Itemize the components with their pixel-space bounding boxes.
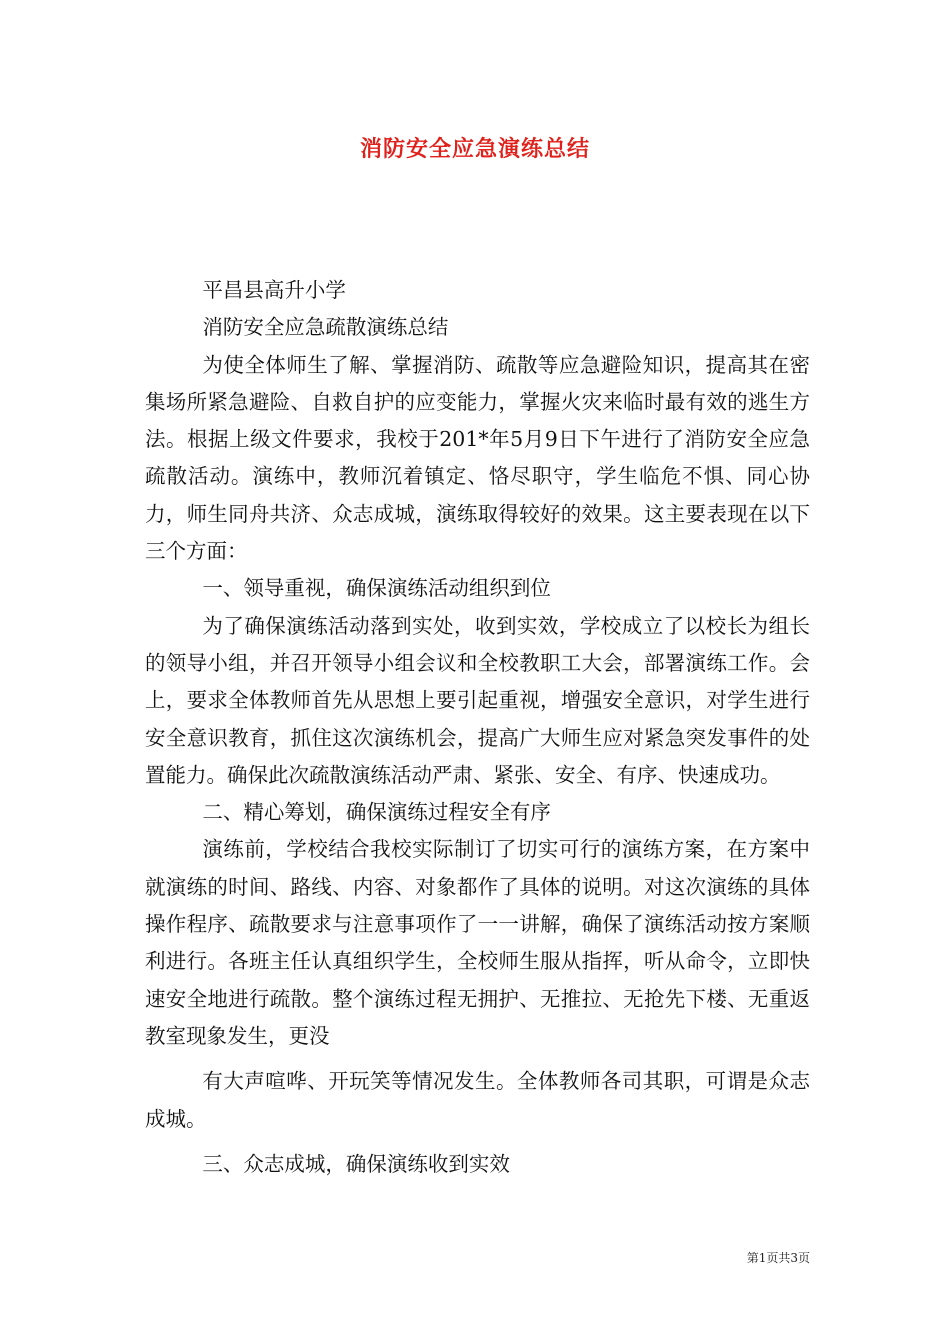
document-body [145, 272, 810, 1183]
section-paragraph-2-continued: 有大声喧哗、开玩笑等情况发生。全体教师各司其职，可谓是众志成城。 [145, 1069, 810, 1131]
section-paragraph-1: 为了确保演练活动落到实处，收到实效，学校成立了以校长为组长的领导小组，并召开领导小组会议和全校教职工大会，部署演练工作。会上，要求全体教师首先从思想上要引起重视，增强安全意识，对学生进行安全意识教育，抓住这次演练机会，提高广大师生应对紧急突发事件的处置能力。确保此次疏散演练活动严肃、紧张、安全、有序、快速成功。 [145, 613, 810, 787]
section-paragraph-2: 演练前，学校结合我校实际制订了切实可行的演练方案，在方案中就演练的时间、路线、内容、对象都作了具体的说明。对这次演练的具体操作程序、疏散要求与注意事项作了一一讲解，确保了演练活动按方案顺利进行。各班主任认真组织学生，全校师生服从指挥，听从命令，立即快速安全地进行疏散。整个演练过程无拥护、无推拉、无抢先下楼、无重返教室现象发生，更没 [145, 837, 810, 1048]
page-title: 消防安全应急演练总结 [359, 137, 590, 162]
section-heading-1: 一、领导重视，确保演练活动组织到位 [202, 576, 551, 601]
subtitle: 消防安全应急疏散演练总结 [202, 315, 449, 340]
section-heading-2: 二、精心筹划，确保演练过程安全有序 [202, 800, 551, 825]
intro-paragraph: 为使全体师生了解、掌握消防、疏散等应急避险知识，提高其在密集场所紧急避险、自救自护的应变能力，掌握火灾来临时最有效的逃生方法。根据上级文件要求，我校于201*年5月9日下午进行了消防安全应急疏散活动。演练中，教师沉着镇定、恪尽职守，学生临危不惧、同心协力，师生同舟共济、众志成城，演练取得较好的效果。这主要表现在以下三个方面： [145, 352, 810, 564]
school-name: 平昌县高升小学 [202, 278, 346, 302]
page-number-footer: 第1页共3页 [746, 1251, 810, 1265]
section-heading-3: 三、众志成城，确保演练收到实效 [202, 1151, 510, 1176]
